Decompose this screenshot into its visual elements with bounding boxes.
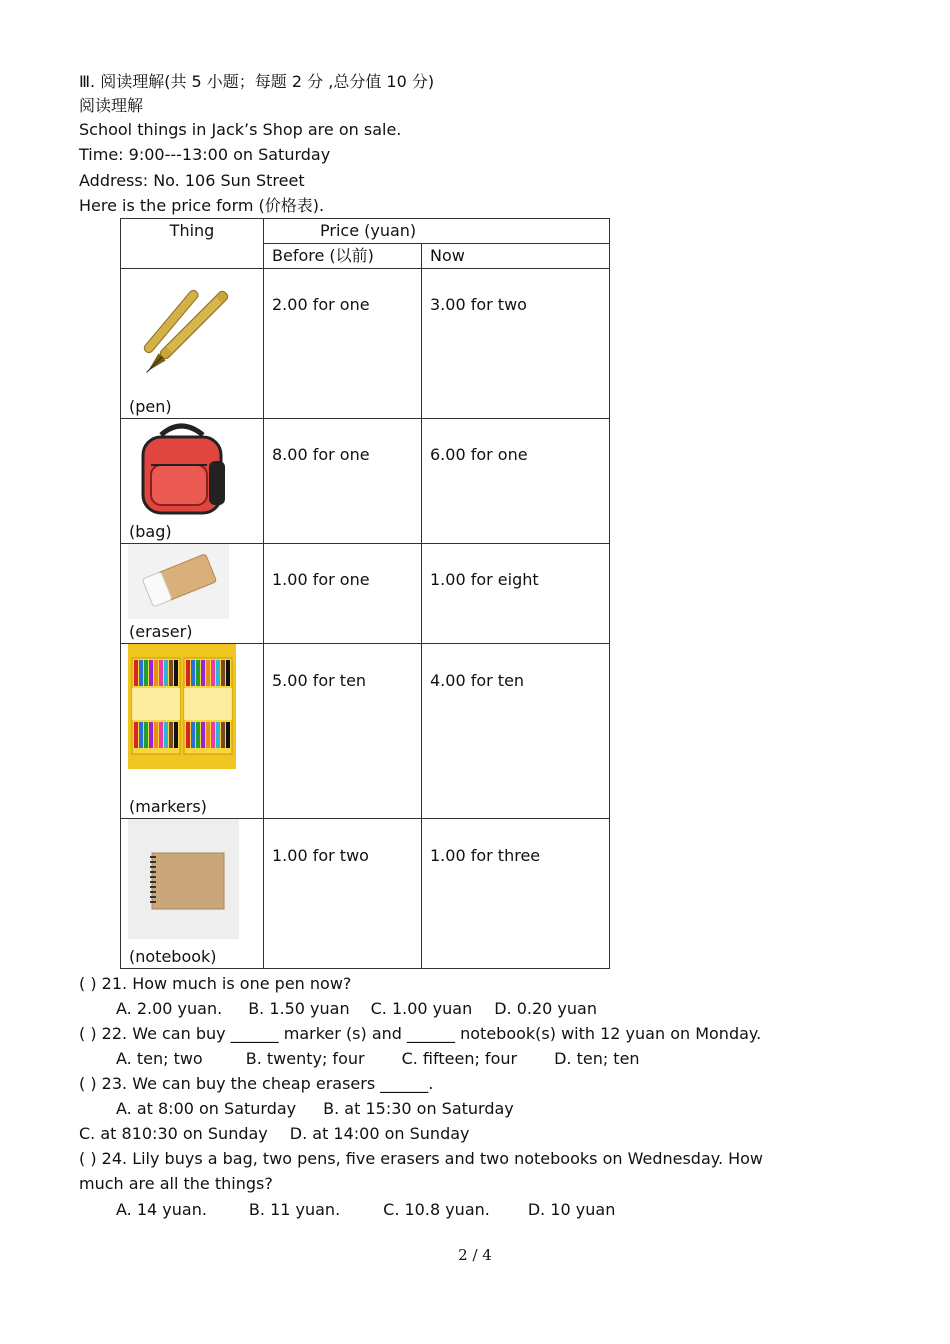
option-b: B. at 15:30 on Saturday [323, 1099, 514, 1118]
header-now: Now [422, 244, 610, 269]
before-price: 2.00 for one [264, 269, 422, 419]
now-price: 4.00 for ten [422, 644, 610, 819]
now-price: 3.00 for two [422, 269, 610, 419]
page-number: 2 / 4 [458, 1246, 492, 1264]
header-price: Price (yuan) [264, 219, 610, 244]
pen-icon [127, 275, 237, 400]
thing-caption: (pen) [129, 397, 172, 416]
thing-caption: (eraser) [129, 622, 193, 641]
option-a: A. at 8:00 on Saturday [116, 1099, 297, 1118]
question-24-options [116, 1199, 615, 1221]
question-22-stem: ( ) 22. We can buy ______ marker (s) and ______ notebook(s) with 12 yuan on Monday. [79, 1024, 762, 1043]
thing-cell [121, 419, 264, 544]
eraser-icon [128, 544, 229, 619]
question-23-options-cd [79, 1123, 470, 1145]
before-price: 5.00 for ten [264, 644, 422, 819]
option-d: D. ten; ten [554, 1049, 640, 1068]
question-21-stem: ( ) 21. How much is one pen now? [79, 974, 352, 993]
before-price: 8.00 for one [264, 419, 422, 544]
thing-caption: (markers) [129, 797, 207, 816]
question-23-stem: ( ) 23. We can buy the cheap erasers ______. [79, 1074, 434, 1093]
option-a: A. ten; two [116, 1049, 203, 1068]
thing-cell [121, 644, 264, 819]
markers-icon [128, 644, 236, 769]
question-22-options [116, 1048, 640, 1070]
now-price: 1.00 for three [422, 819, 610, 969]
option-c: C. 1.00 yuan [370, 999, 473, 1018]
header-before: Before (以前) [264, 244, 422, 269]
option-c: C. at 810:30 on Sunday [79, 1124, 268, 1143]
thing-cell [121, 544, 264, 644]
passage-line-4: Here is the price form (价格表). [79, 196, 325, 215]
question-21-options [116, 998, 597, 1020]
option-b: B. twenty; four [245, 1049, 365, 1068]
option-d: D. 0.20 yuan [494, 999, 597, 1018]
before-price: 1.00 for two [264, 819, 422, 969]
price-table [120, 218, 610, 969]
table-row [121, 419, 610, 544]
option-a: A. 2.00 yuan. [116, 999, 223, 1018]
option-b: B. 11 yuan. [248, 1200, 341, 1219]
option-d: D. at 14:00 on Sunday [289, 1124, 470, 1143]
table-row [121, 644, 610, 819]
option-d: D. 10 yuan [527, 1200, 616, 1219]
thing-cell [121, 819, 264, 969]
thing-cell [121, 269, 264, 419]
notebook-icon [128, 819, 239, 939]
bag-icon [131, 421, 231, 517]
option-a: A. 14 yuan. [116, 1200, 207, 1219]
passage-line-2: Time: 9:00---13:00 on Saturday [79, 145, 331, 164]
question-23-options-ab [116, 1098, 514, 1120]
question-24-stem-line-2: much are all the things? [79, 1174, 273, 1193]
before-price: 1.00 for one [264, 544, 422, 644]
thing-caption: (notebook) [129, 947, 217, 966]
now-price: 1.00 for eight [422, 544, 610, 644]
question-24-stem-line-1: ( ) 24. Lily buys a bag, two pens, five erasers and two notebooks on Wednesday. How [79, 1149, 764, 1168]
table-row [121, 819, 610, 969]
subtitle: 阅读理解 [79, 96, 144, 115]
passage-line-3: Address: No. 106 Sun Street [79, 171, 305, 190]
thing-caption: (bag) [129, 522, 172, 541]
section-title: Ⅲ. 阅读理解(共 5 小题；每题 2 分 ,总分值 10 分) [79, 72, 435, 91]
table-row [121, 544, 610, 644]
option-b: B. 1.50 yuan [248, 999, 350, 1018]
table-row [121, 269, 610, 419]
option-c: C. fifteen; four [401, 1049, 518, 1068]
passage-line-1: School things in Jack’s Shop are on sale. [79, 120, 402, 139]
header-thing: Thing [121, 219, 264, 269]
option-c: C. 10.8 yuan. [383, 1200, 490, 1219]
now-price: 6.00 for one [422, 419, 610, 544]
